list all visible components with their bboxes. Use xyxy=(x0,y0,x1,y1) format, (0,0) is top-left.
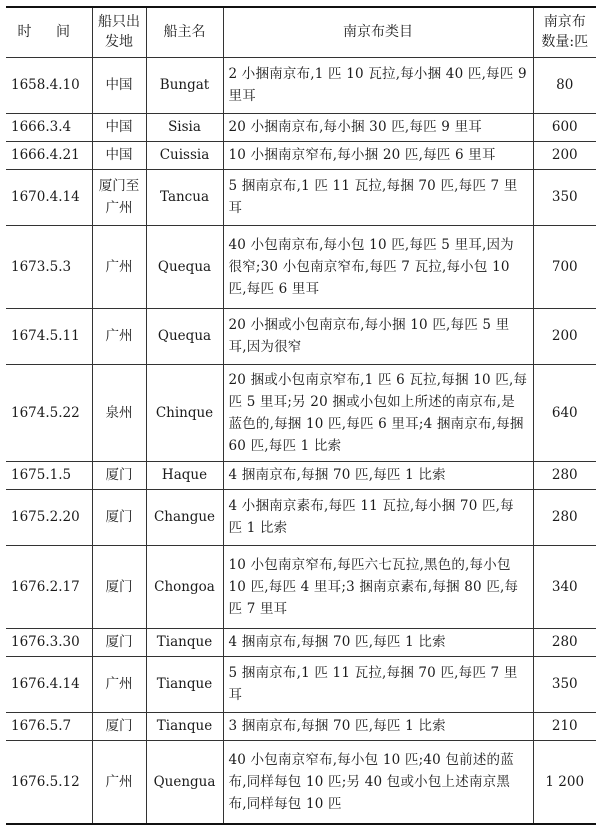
cell-desc: 3 捆南京布,每捆 70 匹,每匹 1 比索 xyxy=(223,712,533,740)
cell-desc: 5 捆南京布,1 匹 11 瓦拉,每捆 70 匹,每匹 7 里耳 xyxy=(223,169,533,225)
cell-owner: Haque xyxy=(146,461,223,489)
cell-date: 1670.4.14 xyxy=(6,169,92,225)
cell-origin: 广州 xyxy=(92,656,146,712)
table-row xyxy=(6,141,596,169)
cell-owner: Chinque xyxy=(146,364,223,461)
cloth-shipment-table xyxy=(6,6,596,825)
header-desc: 南京布类目 xyxy=(223,7,533,57)
cell-date: 1673.5.3 xyxy=(6,225,92,308)
cell-qty: 80 xyxy=(533,57,596,113)
cell-date: 1676.5.7 xyxy=(6,712,92,740)
cell-qty: 700 xyxy=(533,225,596,308)
table-row xyxy=(6,656,596,712)
header-qty: 南京布数量:匹 xyxy=(533,7,596,57)
cell-desc: 4 小捆南京素布,每匹 11 瓦拉,每小捆 70 匹,每匹 1 比索 xyxy=(223,489,533,545)
table-row xyxy=(6,225,596,308)
table-row xyxy=(6,545,596,628)
cell-origin: 中国 xyxy=(92,113,146,141)
cell-qty: 350 xyxy=(533,169,596,225)
table-row xyxy=(6,113,596,141)
table-row xyxy=(6,364,596,461)
table-row xyxy=(6,461,596,489)
cell-origin: 厦门 xyxy=(92,489,146,545)
cell-date: 1674.5.11 xyxy=(6,308,92,364)
cell-origin: 厦门 xyxy=(92,545,146,628)
cell-qty: 340 xyxy=(533,545,596,628)
cell-desc: 10 小捆南京窄布,每小捆 20 匹,每匹 6 里耳 xyxy=(223,141,533,169)
cell-desc: 20 小捆或小包南京布,每小捆 10 匹,每匹 5 里耳,因为很窄 xyxy=(223,308,533,364)
cell-owner: Quequa xyxy=(146,308,223,364)
cell-owner: Tianque xyxy=(146,712,223,740)
cell-origin: 厦门 xyxy=(92,628,146,656)
cell-owner: Tianque xyxy=(146,628,223,656)
table-row xyxy=(6,489,596,545)
cell-origin: 中国 xyxy=(92,141,146,169)
cell-date: 1676.2.17 xyxy=(6,545,92,628)
table-row xyxy=(6,169,596,225)
table-body xyxy=(6,57,596,824)
cell-origin: 广州 xyxy=(92,225,146,308)
header-date: 时 间 xyxy=(6,7,92,57)
cell-desc: 4 捆南京布,每捆 70 匹,每匹 1 比索 xyxy=(223,461,533,489)
table-row xyxy=(6,57,596,113)
cell-owner: Bungat xyxy=(146,57,223,113)
cell-owner: Tancua xyxy=(146,169,223,225)
cell-date: 1675.1.5 xyxy=(6,461,92,489)
cell-owner: Quequa xyxy=(146,225,223,308)
cell-origin: 泉州 xyxy=(92,364,146,461)
cell-origin: 中国 xyxy=(92,57,146,113)
table-row xyxy=(6,740,596,824)
cell-date: 1666.3.4 xyxy=(6,113,92,141)
cell-qty: 640 xyxy=(533,364,596,461)
cell-owner: Tianque xyxy=(146,656,223,712)
cell-owner: Changue xyxy=(146,489,223,545)
cell-qty: 200 xyxy=(533,308,596,364)
cell-qty: 350 xyxy=(533,656,596,712)
cell-owner: Chongoa xyxy=(146,545,223,628)
cell-date: 1676.5.12 xyxy=(6,740,92,824)
cell-desc: 20 小捆南京布,每小捆 30 匹,每匹 9 里耳 xyxy=(223,113,533,141)
cell-qty: 600 xyxy=(533,113,596,141)
cell-date: 1666.4.21 xyxy=(6,141,92,169)
cell-origin: 广州 xyxy=(92,740,146,824)
cell-desc: 10 小包南京窄布,每匹六七瓦拉,黑色的,每小包 10 匹,每匹 4 里耳;3 捆南京素布,每捆 80 匹,每匹 7 里耳 xyxy=(223,545,533,628)
cell-qty: 1 200 xyxy=(533,740,596,824)
cell-origin: 广州 xyxy=(92,308,146,364)
cell-origin: 厦门 xyxy=(92,712,146,740)
cell-origin: 厦门至广州 xyxy=(92,169,146,225)
cell-desc: 40 小包南京布,每小包 10 匹,每匹 5 里耳,因为很窄;30 小包南京窄布,每匹 7 瓦拉,每小包 10 匹,每匹 6 里耳 xyxy=(223,225,533,308)
cell-desc: 40 小包南京窄布,每小包 10 匹;40 包前述的蓝布,同样每包 10 匹;另 40 包或小包上述南京黑布,同样每包 10 匹 xyxy=(223,740,533,824)
header-owner: 船主名 xyxy=(146,7,223,57)
cell-owner: Cuissia xyxy=(146,141,223,169)
header-row xyxy=(6,7,596,57)
cell-date: 1658.4.10 xyxy=(6,57,92,113)
cell-qty: 200 xyxy=(533,141,596,169)
cell-date: 1676.3.30 xyxy=(6,628,92,656)
cell-desc: 20 捆或小包南京窄布,1 匹 6 瓦拉,每捆 10 匹,每匹 5 里耳;另 20 捆或小包如上所述的南京布,是蓝色的,每捆 10 匹,每匹 6 里耳;4 捆南京布,每捆 60 匹,每匹 1 比索 xyxy=(223,364,533,461)
cell-qty: 280 xyxy=(533,461,596,489)
table-row xyxy=(6,628,596,656)
cell-date: 1676.4.14 xyxy=(6,656,92,712)
table-row xyxy=(6,308,596,364)
table-row xyxy=(6,712,596,740)
cell-desc: 5 捆南京布,1 匹 11 瓦拉,每捆 70 匹,每匹 7 里耳 xyxy=(223,656,533,712)
cell-desc: 2 小捆南京布,1 匹 10 瓦拉,每小捆 40 匹,每匹 9 里耳 xyxy=(223,57,533,113)
cell-qty: 210 xyxy=(533,712,596,740)
cell-owner: Quengua xyxy=(146,740,223,824)
cell-desc: 4 捆南京布,每捆 70 匹,每匹 1 比索 xyxy=(223,628,533,656)
cell-origin: 厦门 xyxy=(92,461,146,489)
cell-date: 1674.5.22 xyxy=(6,364,92,461)
cell-qty: 280 xyxy=(533,628,596,656)
cell-owner: Sisia xyxy=(146,113,223,141)
cell-qty: 280 xyxy=(533,489,596,545)
header-origin: 船只出发地 xyxy=(92,7,146,57)
cell-date: 1675.2.20 xyxy=(6,489,92,545)
